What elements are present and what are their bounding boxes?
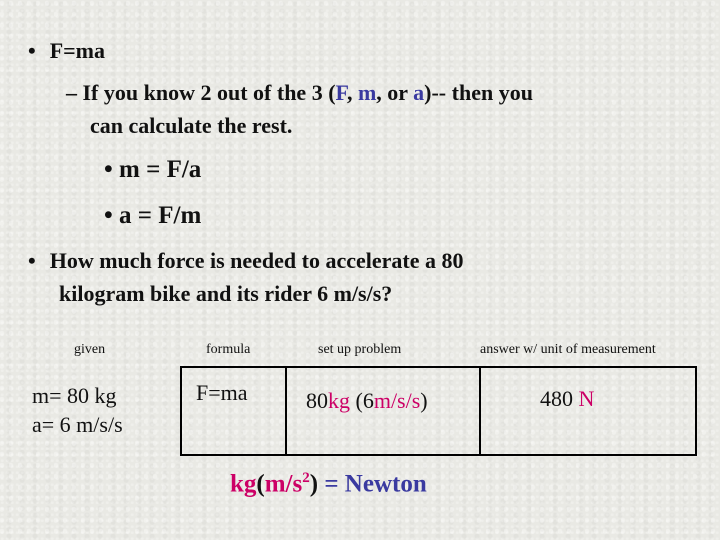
header-setup: set up problem: [318, 342, 402, 357]
sub-text-comma: ,: [346, 80, 358, 105]
bullet-marker: •: [28, 248, 36, 273]
equation-m: [104, 156, 201, 184]
given-mass: m= 80 kg: [32, 383, 117, 408]
sub-text-end: )-- then you: [424, 80, 533, 105]
sub-text-line2: can calculate the rest.: [90, 113, 293, 138]
setup-number: 80: [306, 388, 328, 413]
footer-kg: kg: [230, 470, 257, 498]
cell-setup: [306, 388, 428, 414]
var-F: F: [335, 80, 347, 105]
given-acceleration: a= 6 m/s/s: [32, 411, 123, 437]
cell-formula: F=ma: [196, 380, 248, 405]
question-line2: kilogram bike and its rider 6 m/s/s?: [59, 281, 393, 306]
table-divider-3: [479, 366, 481, 456]
dash-marker: –: [66, 80, 77, 105]
footer-paren-close: ): [309, 470, 319, 498]
cell-given: [32, 382, 123, 439]
table-bottom-line: [180, 454, 697, 456]
bullet-fma: [28, 40, 105, 62]
var-a: a: [413, 80, 425, 105]
sub-bullet-explanation: [66, 76, 706, 142]
cell-answer: [540, 386, 594, 412]
bullet-marker: •: [104, 156, 113, 183]
sub-text-or: , or: [376, 80, 414, 105]
setup-paren-close: ): [420, 388, 428, 413]
setup-paren-open: (6: [350, 388, 374, 413]
table-top-line: [180, 366, 697, 368]
header-formula: formula: [206, 342, 251, 357]
newton-definition: [230, 470, 427, 498]
header-answer: answer w/ unit of measurement: [480, 342, 656, 357]
footer-ms: m/s: [264, 470, 303, 498]
setup-kg: kg: [328, 388, 350, 413]
answer-unit: N: [578, 386, 595, 411]
table-divider-1: [180, 366, 182, 456]
footer-paren-open: (: [256, 470, 265, 498]
table-right-border: [695, 366, 697, 456]
table-divider-2: [285, 366, 287, 456]
footer-newton: = Newton: [318, 470, 427, 498]
footer-exponent: 2: [302, 470, 310, 486]
question-line1: How much force is needed to accelerate a 80: [49, 248, 464, 273]
equation-a: [104, 202, 201, 230]
answer-number: 480: [540, 386, 579, 411]
bullet-marker: •: [28, 38, 36, 63]
equation-a-text: a = F/m: [119, 202, 202, 229]
sub-text-start: If you know 2 out of the 3 (: [82, 80, 336, 105]
header-given: given: [74, 342, 106, 357]
var-m: m: [357, 80, 377, 105]
bullet-question: [28, 244, 708, 310]
equation-m-text: m = F/a: [119, 156, 202, 183]
bullet-marker: •: [104, 202, 113, 229]
setup-unit: m/s/s: [373, 388, 421, 413]
formula-heading: F=ma: [49, 38, 106, 63]
